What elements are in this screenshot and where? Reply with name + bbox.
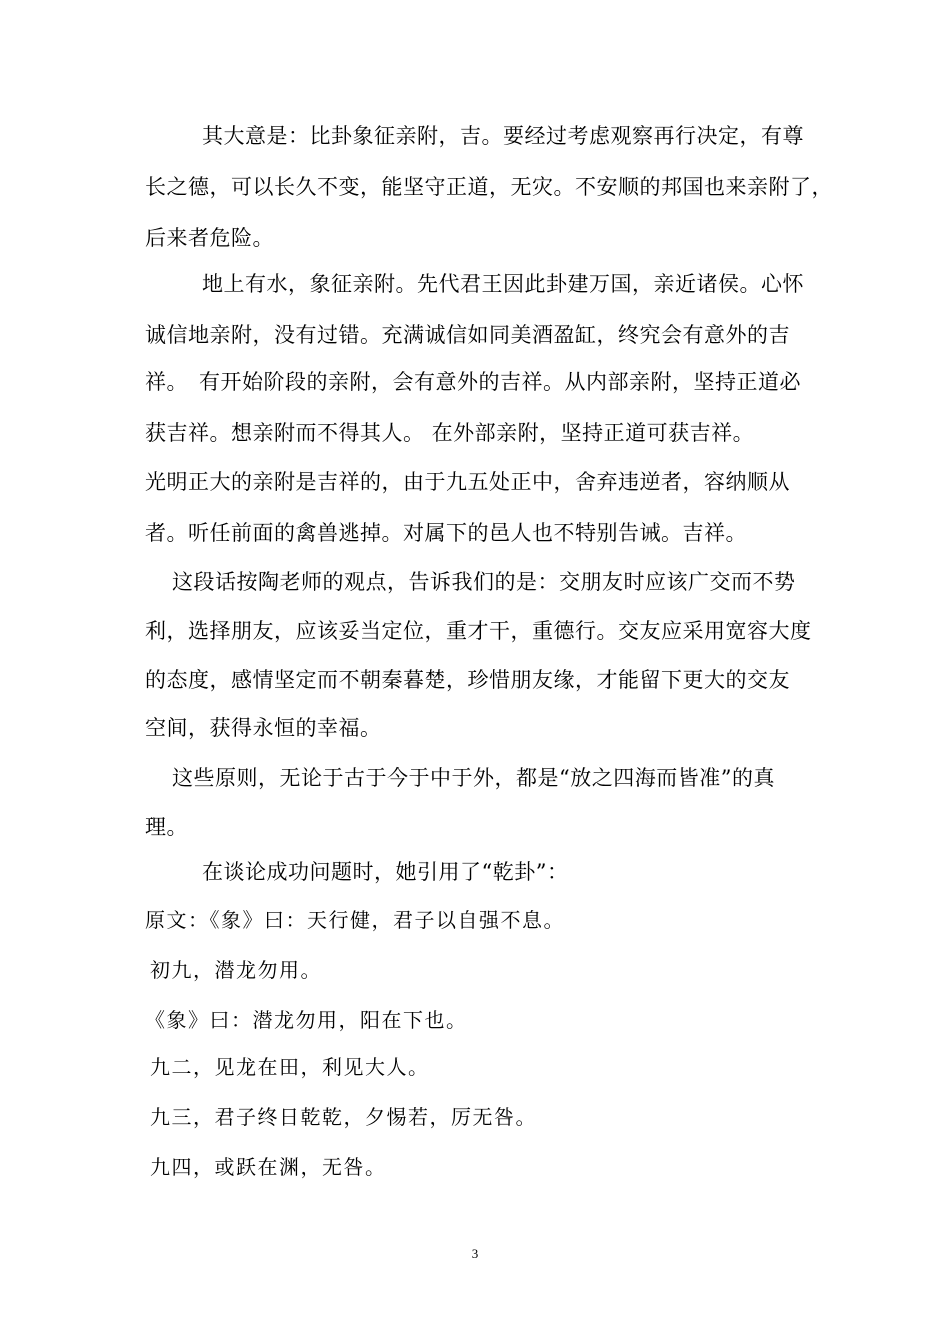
paragraph-line-15: 理。 xyxy=(145,815,188,839)
paragraph-line-16: 在谈论成功问题时，她引用了“乾卦”： xyxy=(202,860,569,884)
quote-line-6: 九四，或跃在渊，无咎。 xyxy=(150,1155,387,1179)
paragraph-line-14: 这些原则，无论于古于今于中于外，都是“放之四海而皆准”的真 xyxy=(172,766,775,790)
quote-line-3: 《象》曰：潜龙勿用，阳在下也。 xyxy=(145,1008,468,1032)
paragraph-line-9: 者。听任前面的禽兽逃掉。对属下的邑人也不特别告诫。吉祥。 xyxy=(145,521,747,545)
paragraph-line-3: 后来者危险。 xyxy=(145,226,274,250)
paragraph-line-1: 其大意是：比卦象征亲附，吉。要经过考虑观察再行决定，有尊 xyxy=(202,124,804,148)
paragraph-line-6: 祥。 有开始阶段的亲附，会有意外的吉祥。从内部亲附，坚持正道必 xyxy=(145,370,801,394)
paragraph-line-8: 光明正大的亲附是吉祥的，由于九五处正中，舍弃违逆者，容纳顺从 xyxy=(145,470,790,494)
quote-line-1: 原文：《象》曰：天行健，君子以自强不息。 xyxy=(145,908,565,932)
page-number: 3 xyxy=(471,1246,479,1261)
quote-line-4: 九二，见龙在田，利见大人。 xyxy=(150,1055,430,1079)
paragraph-line-5: 诚信地亲附，没有过错。充满诚信如同美酒盈缸，终究会有意外的吉 xyxy=(145,323,790,347)
paragraph-line-11: 利，选择朋友，应该妥当定位，重才干，重德行。交友应采用宽容大度 xyxy=(145,619,812,643)
quote-line-5: 九三，君子终日乾乾，夕惕若，厉无咎。 xyxy=(150,1105,537,1129)
paragraph-line-7: 获吉祥。想亲附而不得其人。 在外部亲附，坚持正道可获吉祥。 xyxy=(145,421,755,445)
paragraph-line-2: 长之德，可以长久不变，能坚守正道，无灾。不安顺的邦国也来亲附了， xyxy=(145,175,833,199)
paragraph-line-13: 空间，获得永恒的幸福。 xyxy=(145,716,382,740)
paragraph-line-12: 的态度，感情坚定而不朝秦暮楚，珍惜朋友缘，才能留下更大的交友 xyxy=(145,668,790,692)
quote-line-2: 初九，潜龙勿用。 xyxy=(150,958,322,982)
paragraph-line-10: 这段话按陶老师的观点，告诉我们的是：交朋友时应该广交而不势 xyxy=(172,570,796,594)
paragraph-line-4: 地上有水，象征亲附。先代君王因此卦建万国，亲近诸侯。心怀 xyxy=(202,272,804,296)
